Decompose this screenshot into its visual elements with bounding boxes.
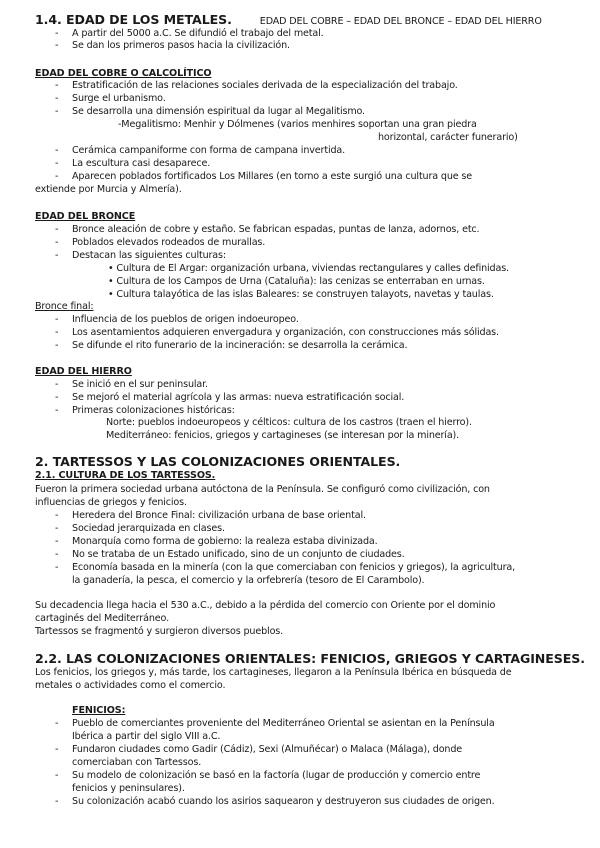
paragraph-line: influencias de griegos y fenicios. bbox=[35, 497, 187, 508]
subsection-title-tartessos: 2.1. CULTURA DE LOS TARTESSOS. bbox=[35, 470, 216, 481]
heading-subtitle: EDAD DEL COBRE – EDAD DEL BRONCE – EDAD DEL HIERRO bbox=[259, 16, 542, 27]
section-heading-tartessos: 2. TARTESSOS Y LAS COLONIZACIONES ORIENTALES. bbox=[35, 454, 401, 469]
section-heading-colonizaciones: 2.2. LAS COLONIZACIONES ORIENTALES: FENICIOS, GRIEGOS Y CARTAGINESES. bbox=[35, 651, 585, 666]
paragraph-line: Los fenicios, los griegos y, más tarde, los cartagineses, llegaron a la Península Ibérica en búsqueda de bbox=[35, 667, 512, 678]
megalitismo-line: -Megalitismo: Menhir y Dólmenes (varios menhires soportan una gran piedra bbox=[118, 119, 477, 130]
paragraph-line: cartaginés del Mediterráneo. bbox=[35, 613, 169, 624]
list-item-continuation: la ganadería, la pesca, el comercio y la orfebrería (tesoro de El Carambolo). bbox=[72, 575, 425, 586]
heading-title: 1.4. EDAD DE LOS METALES. bbox=[35, 12, 232, 27]
paragraph-line: Tartessos se fragmentó y surgieron diversos pueblos. bbox=[35, 626, 284, 637]
list-item-continuation: comerciaban con Tartessos. bbox=[72, 757, 202, 768]
paragraph-line: Su decadencia llega hacia el 530 a.C., debido a la pérdida del comercio con Oriente por el dominio bbox=[35, 600, 496, 611]
subsection-title-fenicios: FENICIOS: bbox=[72, 705, 126, 716]
section-title-cobre: EDAD DEL COBRE O CALCOLÍTICO bbox=[35, 68, 212, 79]
paragraph-line: metales o actividades como el comercio. bbox=[35, 680, 226, 691]
cultura-item: • Cultura de El Argar: organización urbana, viviendas rectangulares y calles definidas. bbox=[108, 263, 509, 274]
document-page: 1.4. EDAD DE LOS METALES. EDAD DEL COBRE – EDAD DEL BRONCE – EDAD DEL HIERRO - A partir del 5000 a.C. Se difundió el trabajo del metal. - Se dan los primeros pasos hacia la civilización. EDAD DEL COBRE O CALCOLÍTICO - Estratificación de las relaciones sociales derivada de la especialización del trabajo. - Surge el urbanismo. - Se desarrolla una dimensión espiritual da lugar al Megalitismo. -Megalitismo: Menhir y Dólmenes (varios menhires soportan una gran piedra horizontal, carácter funerario) - Cerámica campaniforme con forma de campana invertida. - La escultura casi desaparece. - Aparecen poblados fortificados Los Millares (en torno a este surgió una cultura que se extiende por Murcia y Almería). EDAD DEL BRONCE - Bronce aleación de cobre y estaño. Se fabrican espadas, puntas de lanza, adornos, etc. - Poblados elevados rodeados de murallas. - Destacan las siguientes culturas: • Cultura de El Argar: organización urbana, viviendas rectangulares y calles definidas. • Cultura de los Campos de Urna (Cataluña): las cenizas se enterraban en urnas. • Cultura talayótica de las islas Baleares: se construyen talayots, navetas y taulas. Bronce final: - Influencia de los pueblos de origen indoeuropeo. - Los asentamientos adquieren envergadura y organización, con construcciones más sólidas. - Se difunde el rito funerario de la incineración: se desarrolla la cerámica. EDAD DEL HIERRO - Se inició en el sur peninsular. - Se mejoró el material agrícola y las armas: nueva estratificación social. - Primeras colonizaciones históricas: Norte: pueblos indoeuropeos y célticos: cultura de los castros (traen el hierro). Mediterráneo: fenicios, griegos y cartagineses (se interesan por la minería). 2. TARTESSOS Y LAS COLONIZACIONES ORIENTALES. 2.1. CULTURA DE LOS TARTESSOS. Fueron la primera sociedad urbana autóctona de la Península. Se configuró como civilización, con influencias de griegos y fenicios. - Heredera del Bronce Final: civilización urbana de base oriental. - Sociedad jerarquizada en clases. - Monarquía como forma de gobierno: la realeza estaba divinizada. - No se trataba de un Estado unificado, sino de un conjunto de ciudades. - Economía basada en la minería (con la que comerciaban con fenicios y griegos), la agricultura, la ganadería, la pesca, el comercio y la orfebrería (tesoro de El Carambolo). Su decadencia llega hacia el 530 a.C., debido a la pérdida del comercio con Oriente por el dominio cartaginés del Mediterráneo. Tartessos se fragmentó y surgieron diversos pueblos. 2.2. LAS COLONIZACIONES ORIENTALES: FENICIOS, GRIEGOS Y CARTAGINESES. Los fenicios, los griegos y, más tarde, los cartagineses, llegaron a la Península Ibérica en búsqueda de metales o actividades como el comercio. FENICIOS: - Pueblo de comerciantes proveniente del Mediterráneo Oriental se asientan en la Península Ibérica a partir del siglo VIII a.C. - Fundaron ciudades como Gadir (Cádiz), Sexi (Almuñécar) o Malaca (Málaga), donde comerciaban con Tartessos. - Su modelo de colonización se basó en la factoría (lugar de producción y comercio entre fenicios y peninsulares). - Su colonización acabó cuando los asirios saquearon y destruyeron sus ciudades de origen. bbox=[35, 12, 585, 807]
list-item-continuation: Ibérica a partir del siglo VIII a.C. bbox=[72, 731, 221, 742]
megalitismo-line: horizontal, carácter funerario) bbox=[378, 132, 518, 143]
section-title-hierro: EDAD DEL HIERRO bbox=[35, 366, 132, 377]
paragraph-line: Fueron la primera sociedad urbana autóctona de la Península. Se configuró como civilización, con bbox=[35, 484, 490, 495]
colonizacion-mediterraneo: Mediterráneo: fenicios, griegos y cartagineses (se interesan por la minería). bbox=[106, 430, 460, 441]
cultura-item: • Cultura de los Campos de Urna (Cataluña): las cenizas se enterraban en urnas. bbox=[108, 276, 485, 287]
colonizacion-norte: Norte: pueblos indoeuropeos y célticos: cultura de los castros (traen el hierro). bbox=[106, 417, 472, 428]
section-heading-metales bbox=[35, 12, 542, 29]
subsection-title-bronce-final: Bronce final: bbox=[35, 301, 94, 312]
list-item-continuation: extiende por Murcia y Almería). bbox=[35, 184, 182, 195]
cultura-item: • Cultura talayótica de las islas Baleares: se construyen talayots, navetas y taulas. bbox=[108, 289, 494, 300]
section-title-bronce: EDAD DEL BRONCE bbox=[35, 211, 136, 222]
list-item-continuation: fenicios y peninsulares). bbox=[72, 783, 185, 794]
